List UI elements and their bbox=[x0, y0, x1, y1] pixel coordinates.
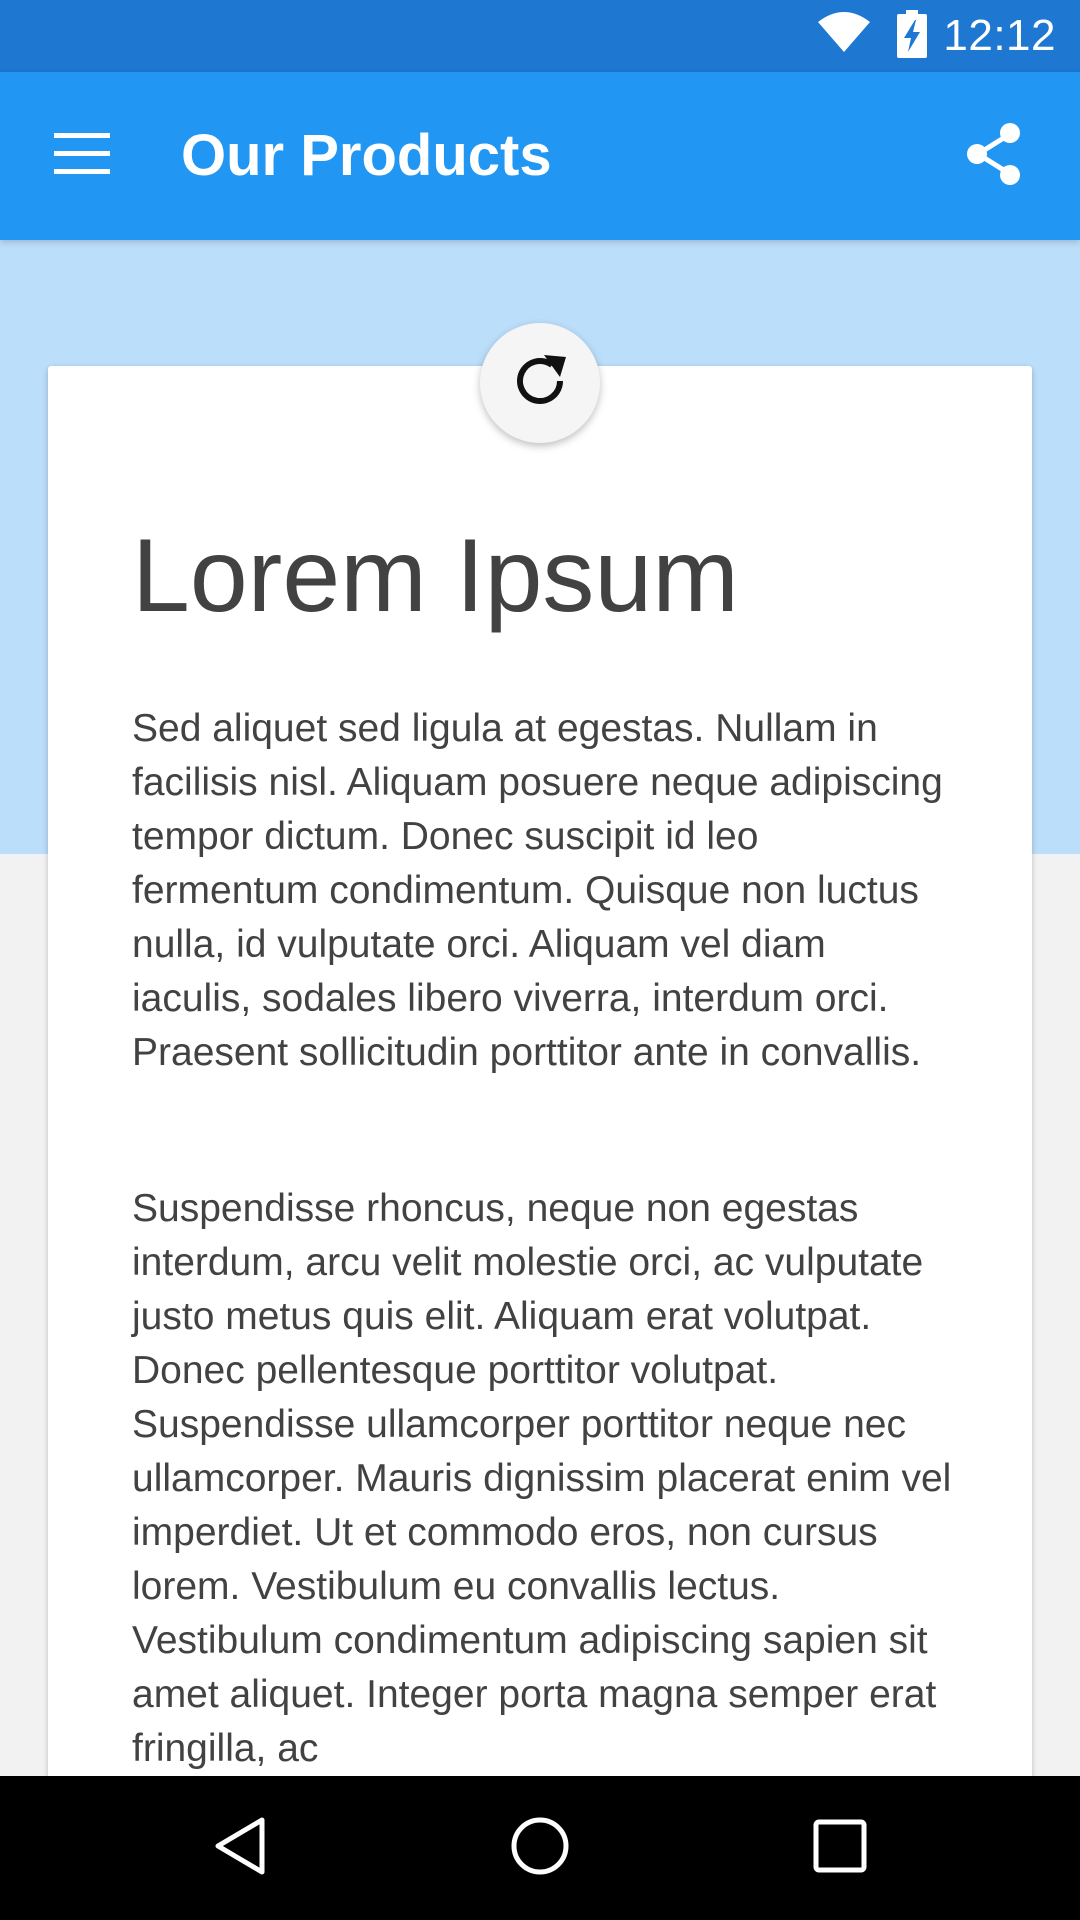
back-button[interactable] bbox=[190, 1798, 290, 1898]
hamburger-menu-icon bbox=[54, 133, 112, 180]
status-bar bbox=[0, 0, 1080, 72]
refresh-icon bbox=[508, 349, 572, 418]
home-icon bbox=[508, 1814, 572, 1883]
share-button[interactable] bbox=[950, 112, 1038, 200]
recents-button[interactable] bbox=[790, 1798, 890, 1898]
wifi-icon bbox=[816, 10, 872, 59]
battery-charging-icon bbox=[896, 10, 928, 63]
app-bar bbox=[0, 72, 1080, 240]
page-title: Our Products bbox=[181, 123, 552, 188]
menu-button[interactable] bbox=[28, 112, 140, 200]
share-icon bbox=[964, 122, 1024, 191]
card-title: Lorem Ipsum bbox=[132, 518, 739, 634]
recents-icon bbox=[812, 1818, 868, 1879]
navigation-bar bbox=[0, 1776, 1080, 1920]
refresh-button[interactable] bbox=[480, 323, 600, 443]
home-button[interactable] bbox=[490, 1798, 590, 1898]
card-paragraph: Sed aliquet sed ligula at egestas. Nullam in facilisis nisl. Aliquam posuere neque adipiscing tempor dictum. Donec suscipit id leo fermentum condimentum. Quisque non luctus nulla, id vulputate orci. Aliquam vel diam iaculis, sodales libero viverra, interdum orci. Praesent sollicitudin porttitor ante in convallis. bbox=[132, 707, 943, 1074]
status-time: 12:12 bbox=[943, 11, 1056, 60]
card-paragraph: Suspendisse rhoncus, neque non egestas interdum, arcu velit molestie orci, ac vulputate justo metus quis elit. Aliquam erat volutpat. Donec pellentesque porttitor volutpat. Suspendisse ullamcorper porttitor neque nec ullamcorper. Mauris dignissim placerat enim vel imperdiet. Ut et commodo eros, non cursus lorem. Vestibulum eu convallis lectus. Vestibulum condimentum adipiscing sapien sit amet aliquet. Integer porta magna semper erat fringilla, ac bbox=[132, 1187, 952, 1770]
back-icon bbox=[210, 1814, 270, 1883]
content-card bbox=[48, 366, 1032, 1866]
